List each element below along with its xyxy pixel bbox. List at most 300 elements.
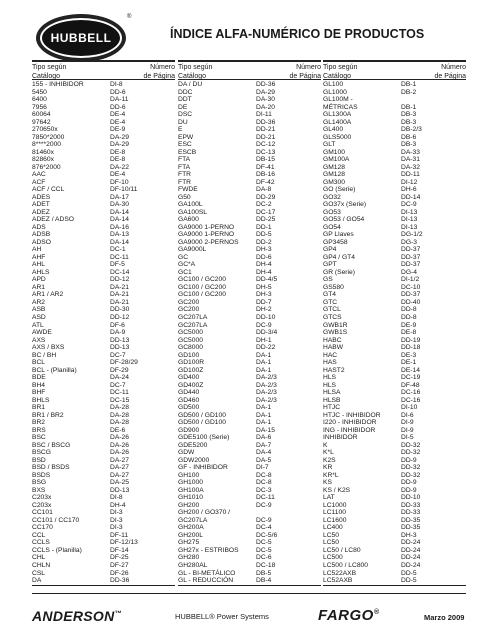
page-ref: DD-37 — [401, 291, 421, 299]
page-ref: DD-30 — [110, 306, 130, 314]
catalog-code: HLSA — [323, 389, 341, 397]
index-row — [32, 517, 175, 525]
page-ref: DC-2 — [256, 201, 272, 209]
page-ref: DC-9 — [256, 321, 272, 329]
index-row — [323, 89, 466, 97]
catalog-code: GA9000L — [178, 246, 207, 254]
index-row — [323, 382, 466, 390]
index-row — [32, 209, 175, 217]
page-ref: DH-4 — [110, 501, 126, 509]
page-ref: DI-8 — [110, 494, 123, 502]
catalog-code: LC50 / LC80 — [323, 546, 361, 554]
page-ref: DA-8 — [256, 186, 272, 194]
index-row — [178, 276, 321, 284]
page-ref: DD-13 — [110, 486, 130, 494]
index-row — [323, 404, 466, 412]
index-row — [178, 412, 321, 420]
page-ref: DA-27 — [110, 464, 129, 472]
catalog-code: KR — [323, 464, 333, 472]
index-row — [32, 171, 175, 179]
index-row — [32, 216, 175, 224]
catalog-code: GP4 — [323, 246, 337, 254]
catalog-code: FWDE — [178, 186, 198, 194]
catalog-code: AAC — [32, 171, 46, 179]
page-ref: DD-7 — [256, 298, 272, 306]
index-row — [323, 397, 466, 405]
catalog-code: BSC — [32, 434, 46, 442]
index-row — [323, 299, 466, 307]
index-row — [178, 179, 321, 187]
index-row — [178, 119, 321, 127]
page-ref: DA-14 — [110, 216, 129, 224]
index-row — [323, 119, 466, 127]
catalog-code: GM128 — [323, 163, 345, 171]
catalog-code: GH100 — [178, 471, 200, 479]
page-number-label: de Página — [434, 72, 466, 80]
index-row — [323, 442, 466, 450]
index-row — [32, 81, 175, 89]
catalog-code: K2S — [323, 456, 336, 464]
page-ref: DC-16 — [401, 396, 421, 404]
catalog-code: HTJC — [323, 404, 341, 412]
index-row — [178, 494, 321, 502]
page-ref: DC-10 — [401, 283, 421, 291]
page-ref: DD-4/5 — [256, 276, 278, 284]
page-ref: DH-5 — [256, 283, 272, 291]
page-ref: DE-4 — [110, 118, 126, 126]
catalog-code: GD500 / GD100 — [178, 419, 226, 427]
catalog-code: GDE5200 — [178, 441, 208, 449]
catalog-code: INHIBIDOR — [323, 434, 358, 442]
page-ref: DD-32 — [401, 464, 421, 472]
catalog-code: CCLS — [32, 539, 50, 547]
index-row — [323, 457, 466, 465]
index-row — [323, 337, 466, 345]
index-row — [323, 284, 466, 292]
catalog-code: KS — [323, 479, 332, 487]
page-ref: DA-21 — [110, 298, 129, 306]
index-row — [178, 269, 321, 277]
index-row — [178, 89, 321, 97]
catalog-code: 60064 — [32, 111, 51, 119]
catalog-code: GC8000 — [178, 344, 203, 352]
index-row — [323, 276, 466, 284]
page-ref: DD-3/4 — [256, 329, 278, 337]
index-row — [32, 337, 175, 345]
catalog-code: LC52AXB — [323, 577, 353, 585]
page-ref: DH-4 — [256, 261, 272, 269]
index-row — [32, 502, 175, 510]
index-row — [323, 134, 466, 142]
catalog-code: AH — [32, 246, 42, 254]
index-row — [323, 194, 466, 202]
page-ref: DA-5 — [256, 456, 272, 464]
page-ref: DG-4 — [401, 268, 417, 276]
catalog-code: GA100SL — [178, 208, 207, 216]
page-ref: DD-24 — [401, 562, 421, 569]
catalog-code: BCL — [32, 359, 46, 367]
index-row — [32, 532, 175, 540]
index-row — [178, 329, 321, 337]
page-ref: DD-32 — [401, 471, 421, 479]
catalog-type-label: Tipo según — [32, 63, 67, 71]
catalog-code: HTJC - INHIBIDOR — [323, 411, 381, 419]
index-row — [178, 104, 321, 112]
catalog-code: GWB1R — [323, 321, 348, 329]
number-label: Número — [150, 63, 175, 71]
index-row — [178, 397, 321, 405]
catalog-code: AR1 / AR2 — [32, 291, 64, 299]
index-row — [178, 246, 321, 254]
page-ref: DD-21 — [256, 126, 276, 134]
page-ref: DA-4 — [256, 449, 272, 457]
index-row — [32, 509, 175, 517]
catalog-code: BSCG — [32, 449, 51, 457]
index-row — [323, 554, 466, 562]
page-ref: DD-5 — [401, 569, 417, 577]
catalog-type-label: Tipo según — [178, 63, 213, 71]
page-ref: DI-13 — [401, 216, 418, 224]
catalog-code: GH200L — [178, 531, 203, 539]
index-row — [178, 367, 321, 375]
index-row — [323, 427, 466, 435]
index-row — [323, 494, 466, 502]
catalog-code: FTR — [178, 178, 191, 186]
index-row — [32, 126, 175, 134]
catalog-code: DU — [178, 118, 188, 126]
catalog-code: GC200 — [178, 298, 200, 306]
page-ref: DD-13 — [110, 344, 130, 352]
index-row — [323, 179, 466, 187]
index-row — [178, 352, 321, 360]
page-ref: DD-40 — [401, 298, 421, 306]
index-row — [178, 337, 321, 345]
catalog-code: GTCS — [323, 313, 342, 321]
page-ref: DI-6 — [401, 411, 414, 419]
page-ref: DC-6 — [256, 554, 272, 562]
page-ref: DD-22 — [256, 344, 276, 352]
index-row — [323, 502, 466, 510]
index-row — [178, 141, 321, 149]
catalog-code: HAS — [323, 359, 337, 367]
page-ref: DC-11 — [256, 494, 275, 502]
page-ref: DF-10 — [110, 178, 129, 186]
catalog-code: BHF — [32, 389, 46, 397]
index-row — [178, 547, 321, 555]
index-row — [323, 434, 466, 442]
catalog-code: GL1400A — [323, 118, 352, 126]
page-ref: DD-12 — [110, 313, 130, 321]
column-header — [32, 60, 175, 80]
index-row — [323, 269, 466, 277]
page-ref: DD-37 — [401, 246, 421, 254]
catalog-code: GH1010 — [178, 494, 203, 502]
page-ref: DD-36 — [256, 118, 276, 126]
index-row — [178, 322, 321, 330]
index-row — [32, 194, 175, 202]
catalog-code: 81460x — [32, 148, 54, 156]
catalog-code: GC100 / GC200 — [178, 283, 226, 291]
page-ref: DB-5 — [256, 569, 272, 577]
catalog-code: FTA — [178, 156, 191, 164]
index-row — [323, 517, 466, 525]
page-ref: DF-11 — [110, 531, 129, 539]
catalog-code: BHLS — [32, 396, 50, 404]
page-ref: DA-13 — [110, 231, 129, 239]
index-row — [323, 246, 466, 254]
page-ref: DA-15 — [256, 426, 275, 434]
index-row — [178, 209, 321, 217]
index-column-1 — [32, 60, 175, 586]
index-row — [32, 224, 175, 232]
index-row — [178, 171, 321, 179]
page-ref: DC-12 — [256, 141, 276, 149]
index-row — [323, 239, 466, 247]
page-ref: DI-9 — [401, 426, 414, 434]
index-row — [323, 322, 466, 330]
catalog-code: AHL — [32, 261, 46, 269]
index-row — [178, 306, 321, 314]
catalog-code: BC / BH — [32, 351, 57, 359]
page-ref: DE-4 — [110, 171, 126, 179]
catalog-code: GPT — [323, 261, 337, 269]
index-row — [32, 344, 175, 352]
catalog-code: CCL — [32, 531, 46, 539]
index-row — [32, 329, 175, 337]
page-ref: DA-2/3 — [256, 381, 277, 389]
page-ref: DE-9 — [401, 321, 417, 329]
index-row — [32, 479, 175, 487]
page-ref: DD-35 — [401, 516, 421, 524]
page-ref: DD-36 — [256, 81, 276, 88]
page-ref: DC-8 — [256, 471, 272, 479]
catalog-code: ING - INHIBIDOR — [323, 426, 376, 434]
catalog-code: GDW — [178, 449, 195, 457]
catalog-code: CC101 — [32, 509, 53, 517]
catalog-code: GO54 — [323, 223, 341, 231]
catalog-code: 97642 — [32, 118, 51, 126]
index-row — [178, 442, 321, 450]
catalog-code: BXS — [32, 486, 46, 494]
index-row — [32, 412, 175, 420]
catalog-code: 876*2000 — [32, 163, 61, 171]
page-ref: DA-14 — [110, 238, 129, 246]
catalog-code: 270650x — [32, 126, 58, 134]
page-ref: DA-26 — [110, 441, 129, 449]
page-ref: DI-13 — [401, 208, 418, 216]
page-ref: DI-5 — [401, 434, 414, 442]
catalog-code: ADET — [32, 201, 50, 209]
index-row — [178, 517, 321, 525]
index-row — [32, 246, 175, 254]
index-row — [178, 344, 321, 352]
page-ref: DA-28 — [110, 404, 129, 412]
index-row — [32, 186, 175, 194]
index-row — [178, 359, 321, 367]
catalog-code: ATL — [32, 321, 44, 329]
index-row — [32, 149, 175, 157]
catalog-code: GL - REDUCCIÓN — [178, 577, 234, 585]
index-row — [32, 231, 175, 239]
page-ref: DA-9 — [110, 329, 126, 337]
index-row — [323, 472, 466, 480]
catalog-code: GO53 / GO54 — [323, 216, 365, 224]
index-row — [178, 419, 321, 427]
index-row — [32, 322, 175, 330]
catalog-code: GTCL — [323, 306, 341, 314]
page-ref: DC-7 — [110, 381, 126, 389]
catalog-code: GH200 / GO370 / — [178, 509, 231, 517]
catalog-code: BSC / BSCG — [32, 441, 71, 449]
index-row — [323, 539, 466, 547]
page-ref: DC-7 — [110, 351, 126, 359]
index-row — [32, 464, 175, 472]
index-row — [178, 577, 321, 585]
page-ref: DA-20 — [256, 103, 275, 111]
catalog-code: 5450 — [32, 88, 47, 96]
page-ref: DD-8 — [401, 306, 417, 314]
catalog-code: GC100 / GC200 — [178, 291, 226, 299]
index-row — [178, 389, 321, 397]
index-rows — [32, 80, 175, 586]
catalog-code: GH1000 — [178, 479, 203, 487]
catalog-code: AXS — [32, 336, 46, 344]
index-row — [178, 502, 321, 510]
index-row — [323, 126, 466, 134]
catalog-code: GC5000 — [178, 329, 203, 337]
page-ref: DE-8 — [401, 329, 417, 337]
page-ref: DD-18 — [401, 344, 421, 352]
catalog-code: G50 — [178, 193, 191, 201]
index-row — [178, 472, 321, 480]
page-ref: DF-5 — [110, 261, 125, 269]
page-ref: DF-6 — [110, 321, 125, 329]
page-ref: DA-2/3 — [256, 396, 277, 404]
page-ref: DD-2 — [256, 238, 272, 246]
page-ref: DD-9 — [401, 486, 417, 494]
catalog-code: HAC — [323, 351, 338, 359]
index-row — [32, 367, 175, 375]
index-row — [178, 524, 321, 532]
index-row — [178, 299, 321, 307]
catalog-code: ESCB — [178, 148, 197, 156]
column-header — [323, 60, 466, 80]
index-row — [178, 156, 321, 164]
catalog-code: ADEZ — [32, 208, 50, 216]
number-label: Número — [296, 63, 321, 71]
page-ref: DB-16 — [256, 171, 275, 179]
index-row — [32, 269, 175, 277]
catalog-code: ASD — [32, 313, 46, 321]
index-row — [178, 164, 321, 172]
index-row — [32, 382, 175, 390]
page-ref: DI-7 — [256, 464, 269, 472]
page-ref: DD-6 — [110, 88, 126, 96]
page-ref: DA-26 — [110, 449, 129, 457]
catalog-code: APD — [32, 276, 46, 284]
catalog-code: FTA — [178, 163, 191, 171]
catalog-code: KS / K2S — [323, 486, 351, 494]
catalog-code: GH280 — [178, 554, 200, 562]
page-ref: DC-9 — [256, 516, 272, 524]
index-row — [32, 261, 175, 269]
catalog-code: CHL — [32, 554, 46, 562]
catalog-code: GH275 — [178, 539, 200, 547]
catalog-code: MÉTRICAS — [323, 103, 358, 111]
page-ref: DD-33 — [401, 501, 421, 509]
page-ref: DA-28 — [110, 419, 129, 427]
page-ref: DA-25 — [110, 479, 129, 487]
catalog-code: GH200 — [178, 501, 200, 509]
catalog-code: ADS — [32, 223, 46, 231]
catalog-code: K*L — [323, 449, 334, 457]
hubbell-logo-text: HUBBELL — [50, 31, 112, 45]
index-row — [323, 532, 466, 540]
index-row — [178, 457, 321, 465]
page-ref: DE-9 — [110, 126, 126, 134]
index-row — [178, 111, 321, 119]
catalog-code: BH4 — [32, 381, 46, 389]
catalog-code: BSD — [32, 456, 46, 464]
page-ref: DH-3 — [401, 531, 417, 539]
page-ref: DF-26 — [110, 569, 129, 577]
catalog-code: FTR — [178, 171, 191, 179]
index-row — [178, 427, 321, 435]
index-row — [178, 261, 321, 269]
catalog-code: AR1 — [32, 283, 46, 291]
logo-registered-mark: ® — [127, 14, 132, 20]
page-ref: DC-17 — [256, 208, 276, 216]
catalog-code: BSDS — [32, 471, 51, 479]
index-row — [32, 397, 175, 405]
catalog-code: GC207LA — [178, 313, 208, 321]
catalog-code: HAST2 — [323, 366, 345, 374]
page-ref: DF-29 — [110, 366, 129, 374]
index-row — [32, 494, 175, 502]
catalog-code: GC207LA — [178, 516, 208, 524]
catalog-code: GL100M - — [323, 96, 353, 104]
catalog-code: KR*L — [323, 471, 339, 479]
catalog-code: BSD / BSDS — [32, 464, 70, 472]
page-ref: DA-24 — [110, 374, 129, 382]
page-ref: DC-16 — [401, 389, 421, 397]
index-row — [323, 96, 466, 104]
page-ref: DB-15 — [256, 156, 275, 164]
hubbell-logo-oval — [40, 18, 122, 58]
page-ref: DA-21 — [110, 291, 129, 299]
page-ref: DH-6 — [401, 186, 417, 194]
catalog-code: GDW2000 — [178, 456, 210, 464]
page-ref: DA-27 — [110, 471, 129, 479]
catalog-code: GC*A — [178, 261, 196, 269]
page-ref: DA-29 — [110, 141, 129, 149]
page-ref: DB-6 — [401, 133, 417, 141]
catalog-code: DDC — [178, 88, 193, 96]
catalog-code: HLSB — [323, 396, 341, 404]
page-ref: DE-1 — [401, 359, 417, 367]
index-row — [178, 374, 321, 382]
page-ref: DF-10/11 — [110, 186, 138, 194]
catalog-code: GM128 — [323, 171, 345, 179]
page-ref: DD-33 — [401, 509, 421, 517]
page-ref: DD-11 — [401, 171, 420, 179]
index-row — [178, 284, 321, 292]
index-row — [32, 201, 175, 209]
page-ref: DA-17 — [110, 193, 129, 201]
anderson-brand: ANDERSON™ — [32, 608, 122, 624]
page-ref: DC-9 — [256, 501, 272, 509]
page-ref: DD-5 — [401, 577, 417, 585]
